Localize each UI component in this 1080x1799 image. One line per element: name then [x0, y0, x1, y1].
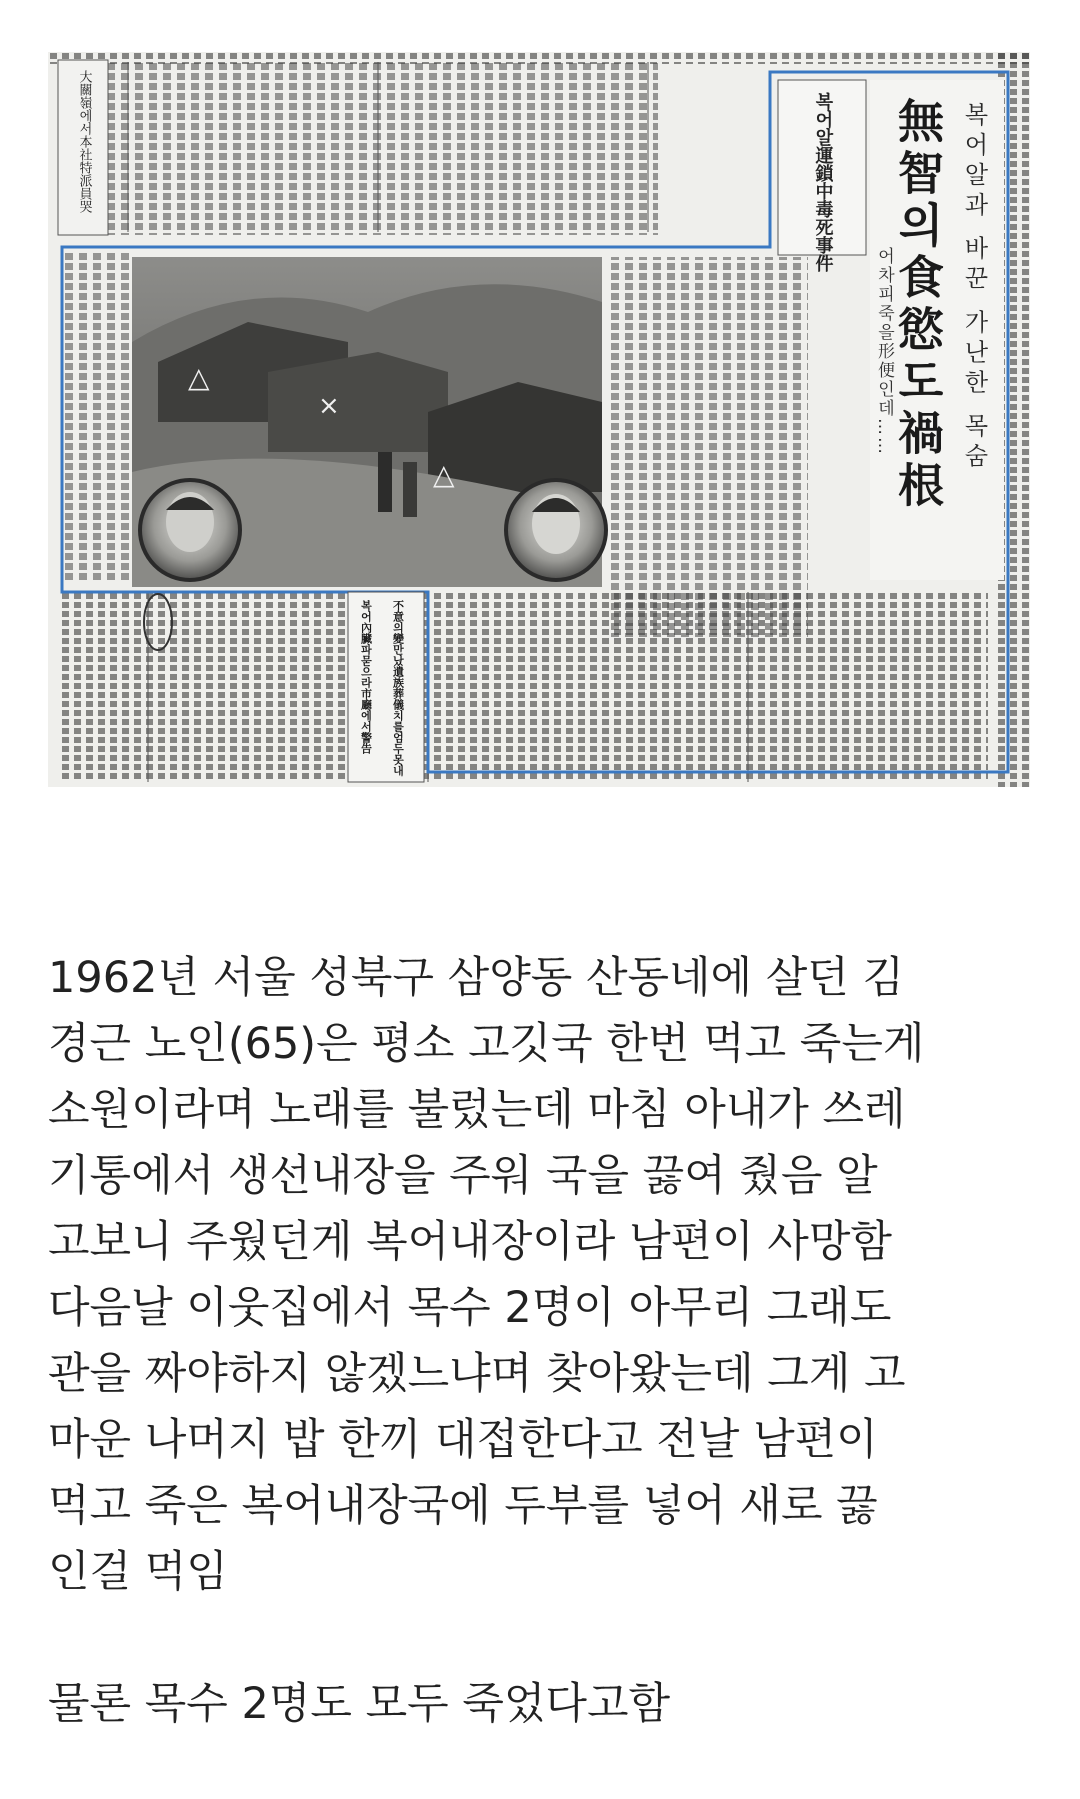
- text-block-right-photo: [608, 257, 808, 637]
- headline-kicker: 복어알과 바꾼 가난한 목숨: [960, 102, 988, 473]
- newspaper-clipping: [48, 52, 1030, 787]
- text-block-top-right: [48, 52, 1030, 64]
- paragraph-gap: [48, 1605, 1038, 1671]
- caption-line: 기통에서 생선내장을 주워 국을 끓여 줬음 알: [48, 1151, 878, 1201]
- caption-line: 관을 짜야하지 않겠느냐며 찾아왔는데 그게 고: [48, 1349, 906, 1399]
- caption-text: [48, 945, 1038, 1737]
- portrait-left: [140, 480, 240, 580]
- bottom-box-title: 不意의變만났遺族葬儀치를엄두못내: [391, 600, 405, 776]
- text-block-top-left: [58, 60, 658, 235]
- newspaper-svg: [48, 52, 1030, 787]
- caption-line: 인걸 먹임: [48, 1547, 228, 1597]
- caption-last-line: 물론 목수 2명도 모두 죽었다고함: [48, 1679, 671, 1729]
- photo-marker-center: ×: [318, 391, 340, 421]
- text-block-bottom: [58, 592, 988, 782]
- caption-line: 고보니 주웠던게 복어내장이라 남편이 사망함: [48, 1217, 892, 1267]
- headline-sub: 어차피죽을形便인데……: [874, 247, 894, 456]
- headline-main: 無智의食慾도禍根: [891, 97, 945, 513]
- side-box-title: 복어알運鎖中毒死事件: [812, 92, 834, 272]
- caption-line: 먹고 죽은 복어내장국에 두부를 넣어 새로 끓: [48, 1481, 878, 1531]
- caption-line: 소원이라며 노래를 불렀는데 마침 아내가 쓰레: [48, 1085, 906, 1135]
- left-box-title: 大關嶺에서本社特派員哭: [76, 70, 92, 213]
- caption-line: 마운 나머지 밥 한끼 대접한다고 전날 남편이: [48, 1415, 878, 1465]
- caption-line: 경근 노인(65)은 평소 고깃국 한번 먹고 죽는게: [48, 1019, 925, 1069]
- text-block-left-photo: [60, 252, 130, 582]
- photo-marker-left: △: [188, 361, 210, 394]
- photo-marker-right: △: [433, 458, 455, 491]
- bottom-box-sub: 복어內臟파묻으라市廳에서警告: [359, 600, 373, 754]
- portrait-right: [506, 480, 606, 580]
- caption-line: 1962년 서울 성북구 삼양동 산동네에 살던 김: [48, 953, 905, 1003]
- caption-line: 다음날 이웃집에서 목수 2명이 아무리 그래도: [48, 1283, 892, 1333]
